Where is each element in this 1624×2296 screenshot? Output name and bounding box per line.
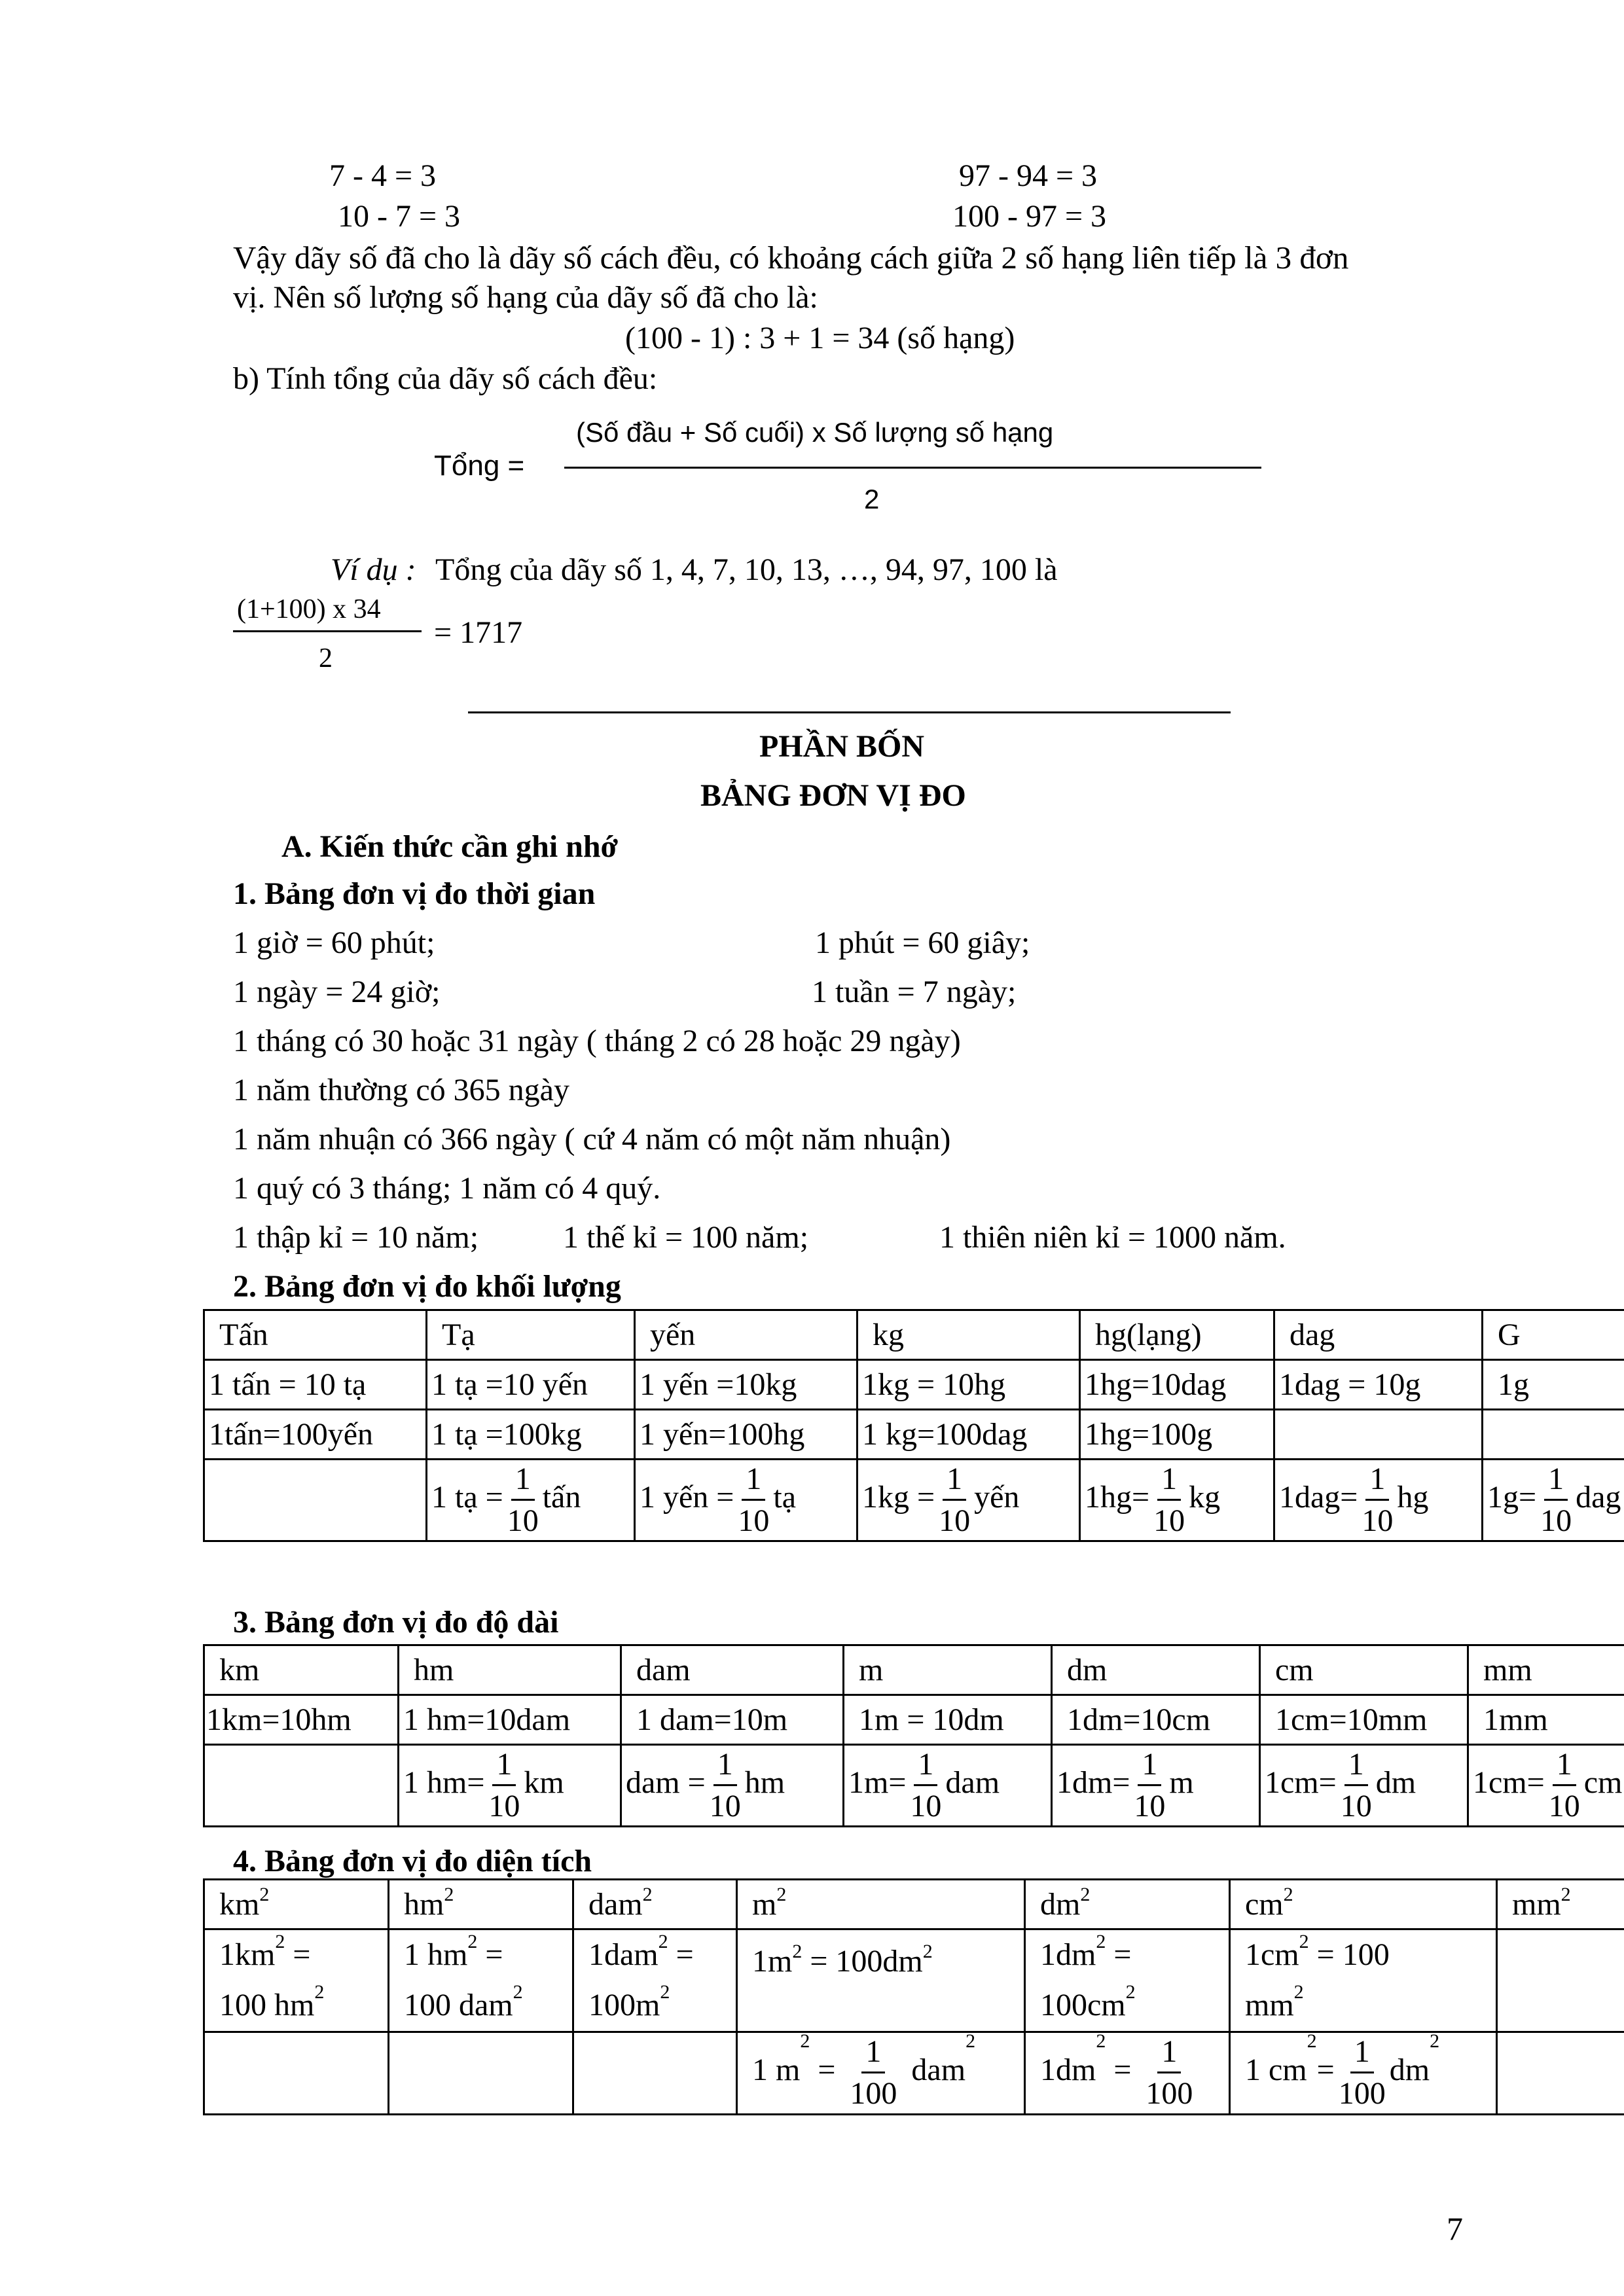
table-cell: 1hg=10dag bbox=[1080, 1360, 1274, 1410]
table-cell: 1dm=10cm bbox=[1052, 1695, 1260, 1745]
time-line: 1 quý có 3 tháng; 1 năm có 4 quý. bbox=[233, 1171, 661, 1206]
example-label: Ví dụ : bbox=[331, 552, 416, 587]
table-cell: 1hg=100g bbox=[1080, 1410, 1274, 1460]
table-cell: 1g bbox=[1483, 1360, 1624, 1410]
length-table bbox=[203, 1644, 1624, 1827]
time-line: 1 ngày = 24 giờ; bbox=[233, 975, 441, 1009]
time-line: 1 giờ = 60 phút; bbox=[233, 925, 435, 960]
fraction-cell: 1dag= $\frac{1}{10}$ hg bbox=[1274, 1460, 1483, 1541]
table-row bbox=[204, 1695, 1624, 1745]
paragraph-line: Vậy dãy số đã cho là dãy số cách đều, có khoảng cách giữa 2 số hạng liên tiếp là 3 đơn bbox=[233, 240, 1349, 276]
time-line: 1 năm nhuận có 366 ngày ( cứ 4 năm có một năm nhuận) bbox=[233, 1122, 951, 1157]
table-cell: 1m = 10dm bbox=[844, 1695, 1052, 1745]
section-divider bbox=[468, 711, 1231, 713]
example-result: = 1717 bbox=[434, 615, 523, 650]
paragraph-line: vị. Nên số lượng số hạng của dãy số đã cho là: bbox=[233, 280, 818, 315]
formula-label: Tổng = bbox=[434, 450, 525, 482]
time-line: 1 tháng có 30 hoặc 31 ngày ( tháng 2 có 28 hoặc 29 ngày) bbox=[233, 1024, 961, 1058]
fraction-cell: dam = $\frac{1}{10}$ hm bbox=[621, 1745, 844, 1827]
table-cell bbox=[389, 2032, 573, 2114]
table-cell: 1 tạ =100kg bbox=[427, 1410, 635, 1460]
header-cell: yến bbox=[635, 1310, 857, 1360]
table-header-row bbox=[204, 1310, 1624, 1360]
header-cell: dam bbox=[621, 1645, 844, 1695]
fraction-cell: 1dm= $\frac{1}{10}$ m bbox=[1052, 1745, 1260, 1827]
table-header-row bbox=[204, 1645, 1624, 1695]
table-cell: $1dm^2$ = $100cm^2$ bbox=[1025, 1929, 1230, 2032]
table-header-row bbox=[204, 1880, 1624, 1929]
table-row bbox=[204, 2032, 1624, 2114]
header-cell: mm bbox=[1468, 1645, 1624, 1695]
area-table bbox=[203, 1878, 1624, 2115]
header-cell: m bbox=[844, 1645, 1052, 1695]
fraction-cell: 1 $m^2$ = $\frac{1}{100}$ dam$^2$ bbox=[737, 2032, 1025, 2114]
fraction-cell: $1dm^2$ = $\frac{1}{100}$ bbox=[1025, 2032, 1230, 2114]
fraction-cell: 1cm= $\frac{1}{10}$ dm bbox=[1260, 1745, 1468, 1827]
fraction-cell: 1m= $\frac{1}{10}$ dam bbox=[844, 1745, 1052, 1827]
table-cell: 1dam$^2$ = $100m^2$ bbox=[573, 1929, 737, 2032]
header-cell: kg bbox=[857, 1310, 1080, 1360]
table-row bbox=[204, 1410, 1624, 1460]
time-line: 1 tuần = 7 ngày; bbox=[812, 975, 1017, 1009]
example-denominator: 2 bbox=[319, 643, 333, 673]
part-title: PHẦN BỐN bbox=[759, 729, 924, 764]
table-cell bbox=[204, 1745, 399, 1827]
fraction-bar bbox=[564, 467, 1261, 469]
header-cell: dag bbox=[1274, 1310, 1483, 1360]
table-cell: 1 kg=100dag bbox=[857, 1410, 1080, 1460]
header-cell: dm bbox=[1052, 1645, 1260, 1695]
table-cell: 1mm bbox=[1468, 1695, 1624, 1745]
table-cell: 1 tạ =10 yến bbox=[427, 1360, 635, 1410]
mass-table bbox=[203, 1309, 1624, 1542]
header-cell: G bbox=[1483, 1310, 1624, 1360]
table-cell bbox=[204, 2032, 389, 2114]
header-cell: Tạ bbox=[427, 1310, 635, 1360]
table-row bbox=[204, 1745, 1624, 1827]
table-cell bbox=[204, 1460, 427, 1541]
table-cell: 1 $hm^2$ = 100 dam$^2$ bbox=[389, 1929, 573, 2032]
page-title: BẢNG ĐƠN VỊ ĐO bbox=[700, 778, 966, 813]
table-cell bbox=[573, 2032, 737, 2114]
table-cell: 1 yến=100hg bbox=[635, 1410, 857, 1460]
table-cell: 1cm=10mm bbox=[1260, 1695, 1468, 1745]
header-cell: Tấn bbox=[204, 1310, 427, 1360]
fraction-cell: 1hg= $\frac{1}{10}$ kg bbox=[1080, 1460, 1274, 1541]
time-line: 1 năm thường có 365 ngày bbox=[233, 1073, 569, 1107]
equation-line: 10 - 7 = 3 bbox=[338, 199, 461, 234]
table-cell: 1km=10hm bbox=[204, 1695, 399, 1745]
equation-line: 100 - 97 = 3 bbox=[952, 199, 1107, 234]
table-cell bbox=[1483, 1410, 1624, 1460]
count-equation: (100 - 1) : 3 + 1 = 34 (số hạng) bbox=[625, 321, 1015, 355]
table-cell bbox=[1497, 2032, 1624, 2114]
page-number: 7 bbox=[1447, 2210, 1463, 2247]
time-line: 1 phút = 60 giây; bbox=[815, 925, 1030, 960]
table-cell: 1 dam=10m bbox=[621, 1695, 844, 1745]
table-cell: 1tấn=100yến bbox=[204, 1410, 427, 1460]
table-cell: 1 hm=10dam bbox=[399, 1695, 621, 1745]
fraction-cell: 1kg = $\frac{1}{10}$ yến bbox=[857, 1460, 1080, 1541]
table-cell: $1cm^2 = 100$ $mm^2$ bbox=[1230, 1929, 1497, 2032]
time-heading: 1. Bảng đơn vị đo thời gian bbox=[233, 876, 596, 911]
table-cell: 1 yến =10kg bbox=[635, 1360, 857, 1410]
table-cell: 1 tấn = 10 tạ bbox=[204, 1360, 427, 1410]
part-b-heading: b) Tính tổng của dãy số cách đều: bbox=[233, 361, 658, 396]
table-cell: $1m^2 = 100dm^2$ bbox=[737, 1929, 1025, 2032]
time-line: 1 thế kỉ = 100 năm; bbox=[563, 1220, 809, 1255]
table-cell bbox=[1274, 1410, 1483, 1460]
table-row bbox=[204, 1460, 1624, 1541]
header-cell: dam$^2$ bbox=[573, 1880, 737, 1929]
header-cell: km bbox=[204, 1645, 399, 1695]
equation-line: 97 - 94 = 3 bbox=[959, 158, 1098, 193]
time-line: 1 thiên niên kỉ = 1000 năm. bbox=[939, 1220, 1286, 1255]
time-line: 1 thập kỉ = 10 năm; bbox=[233, 1220, 479, 1255]
mass-heading: 2. Bảng đơn vị đo khối lượng bbox=[233, 1269, 621, 1304]
section-subtitle: A. Kiến thức cần ghi nhớ bbox=[281, 829, 619, 864]
fraction-cell: 1 tạ = $\frac{1}{10}$ tấn bbox=[427, 1460, 635, 1541]
fraction-cell: 1g= $\frac{1}{10}$ dag bbox=[1483, 1460, 1624, 1541]
fraction-bar bbox=[233, 630, 422, 632]
fraction-cell: 1 $cm^2=$ $\frac{1}{100}$ $dm^2$ bbox=[1230, 2032, 1497, 2114]
fraction-cell: 1 hm= $\frac{1}{10}$ km bbox=[399, 1745, 621, 1827]
table-cell: 1dag = 10g bbox=[1274, 1360, 1483, 1410]
equation-line: 7 - 4 = 3 bbox=[329, 158, 437, 193]
header-cell: hg(lạng) bbox=[1080, 1310, 1274, 1360]
formula-numerator: (Số đầu + Số cuối) x Số lượng số hạng bbox=[576, 417, 1054, 448]
length-heading: 3. Bảng đơn vị đo độ dài bbox=[233, 1605, 559, 1640]
header-cell: hm bbox=[399, 1645, 621, 1695]
header-cell: $mm^2$ bbox=[1497, 1880, 1624, 1929]
area-heading: 4. Bảng đơn vị đo diện tích bbox=[233, 1844, 592, 1878]
formula-denominator: 2 bbox=[864, 484, 880, 514]
header-cell: $km^2$ bbox=[204, 1880, 389, 1929]
header-cell: $dm^2$ bbox=[1025, 1880, 1230, 1929]
table-cell: 1kg = 10hg bbox=[857, 1360, 1080, 1410]
table-cell bbox=[1497, 1929, 1624, 2032]
header-cell: $m^2$ bbox=[737, 1880, 1025, 1929]
table-row bbox=[204, 1929, 1624, 2032]
fraction-cell: 1 yến = $\frac{1}{10}$ tạ bbox=[635, 1460, 857, 1541]
table-cell: $1km^2$ = 100 $hm^2$ bbox=[204, 1929, 389, 2032]
table-row bbox=[204, 1360, 1624, 1410]
example-text: Tổng của dãy số 1, 4, 7, 10, 13, …, 94, 97, 100 là bbox=[435, 552, 1058, 587]
fraction-cell: 1cm= $\frac{1}{10}$ cm bbox=[1468, 1745, 1624, 1827]
header-cell: cm bbox=[1260, 1645, 1468, 1695]
header-cell: $cm^2$ bbox=[1230, 1880, 1497, 1929]
header-cell: $hm^2$ bbox=[389, 1880, 573, 1929]
example-numerator: (1+100) x 34 bbox=[237, 594, 381, 624]
